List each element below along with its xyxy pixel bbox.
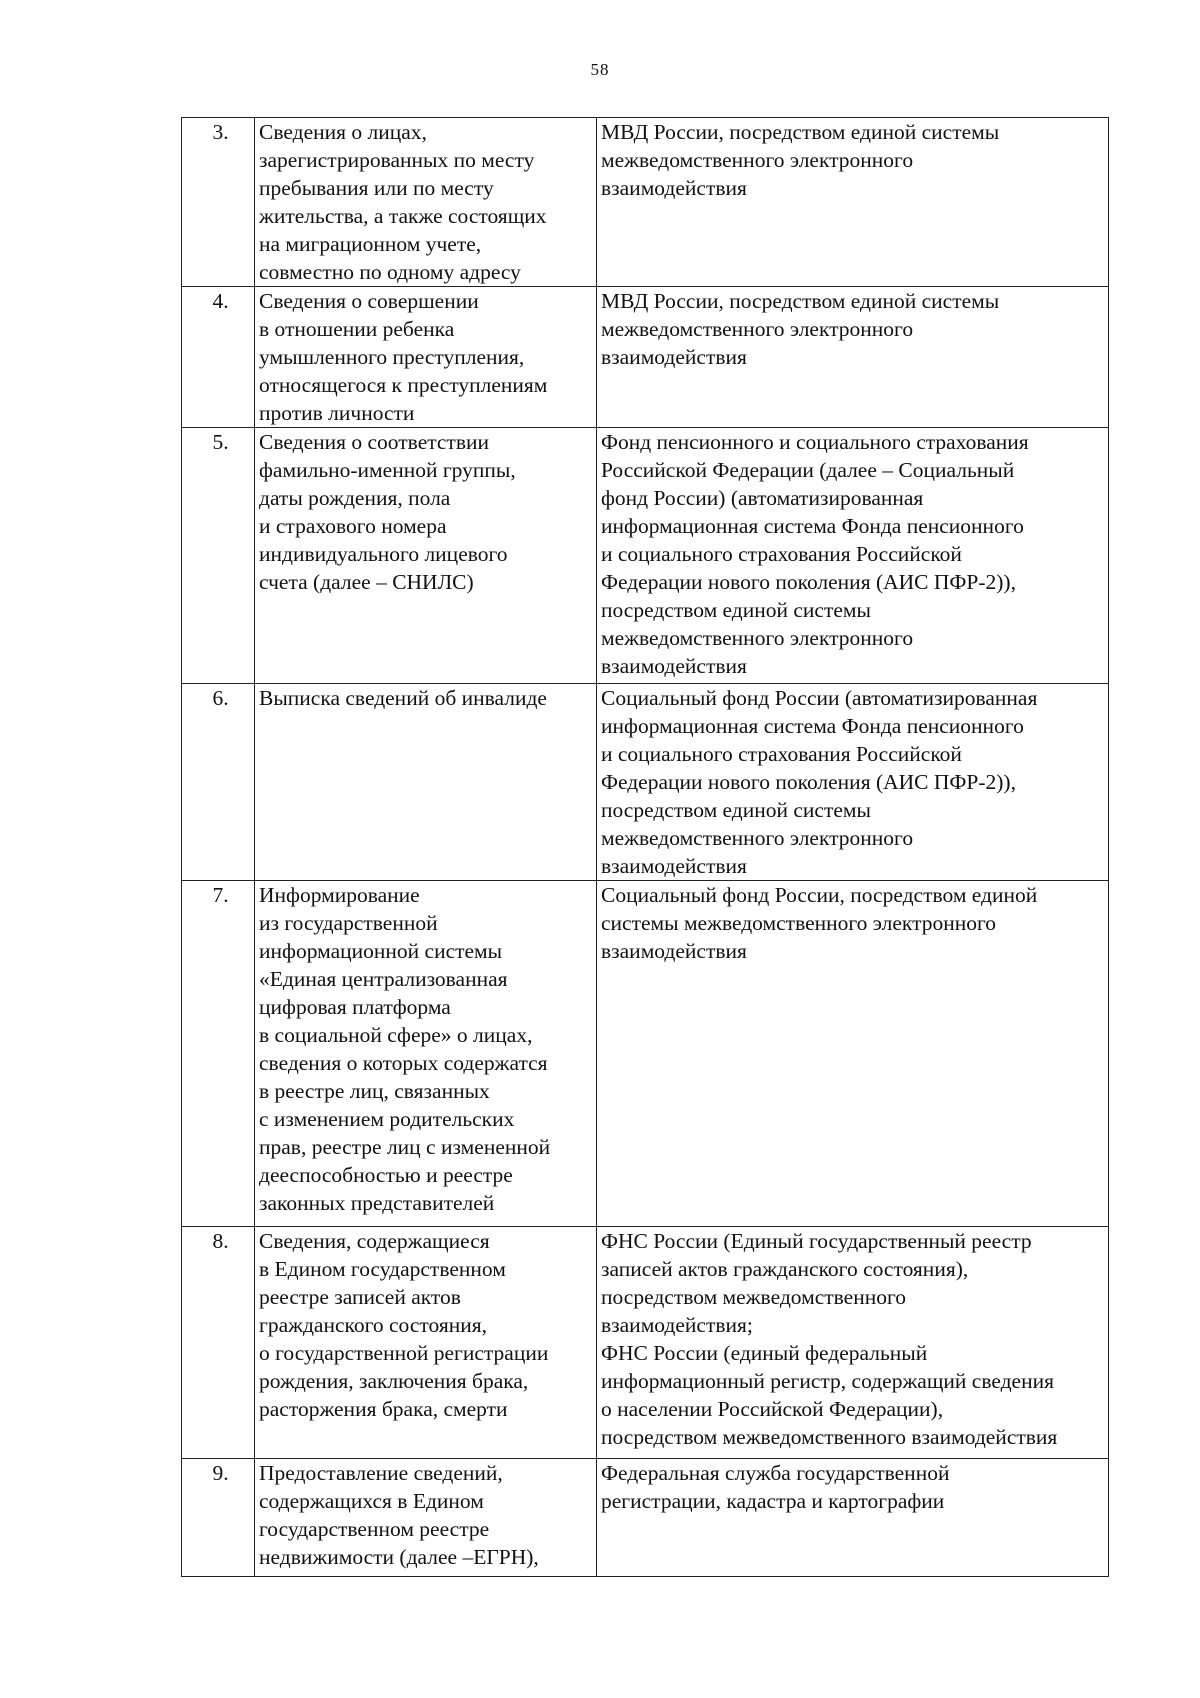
source-cell: Социальный фонд России (автоматизированная информационная система Фонда пенсионного и социального страхования Российской Федерации нового поколения (АИС ПФР-2)), посредством единой системы межведомственного электронного взаимодействия [597, 684, 1109, 881]
source-cell: Федеральная служба государственной регистрации, кадастра и картографии [597, 1459, 1109, 1577]
source-cell: МВД России, посредством единой системы межведомственного электронного взаимодействия [597, 287, 1109, 428]
row-number: 6. [182, 684, 255, 881]
table-row [182, 1459, 1109, 1577]
table-row [182, 881, 1109, 1227]
info-cell: Сведения о лицах, зарегистрированных по месту пребывания или по месту жительства, а также состоящих на миграционном учете, совместно по одному адресу [255, 118, 597, 287]
table-row [182, 118, 1109, 287]
info-cell: Сведения о совершении в отношении ребенка умышленного преступления, относящегося к преступлениям против личности [255, 287, 597, 428]
row-number: 8. [182, 1227, 255, 1459]
info-cell: Выписка сведений об инвалиде [255, 684, 597, 881]
info-cell: Предоставление сведений, содержащихся в Едином государственном реестре недвижимости (далее –ЕГРН), [255, 1459, 597, 1577]
table-row [182, 684, 1109, 881]
table-row [182, 1227, 1109, 1459]
row-number: 5. [182, 428, 255, 684]
info-cell: Сведения, содержащиеся в Едином государственном реестре записей актов гражданского состояния, о государственной регистрации рождения, заключения брака, расторжения брака, смерти [255, 1227, 597, 1459]
row-number: 4. [182, 287, 255, 428]
source-cell: Фонд пенсионного и социального страхования Российской Федерации (далее – Социальный фонд России) (автоматизированная информационная система Фонда пенсионного и социального страхования Российской Федерации нового поколения (АИС ПФР-2)), посредством единой системы межведомственного электронного взаимодействия [597, 428, 1109, 684]
row-number: 7. [182, 881, 255, 1227]
info-cell: Сведения о соответствии фамильно-именной группы, даты рождения, пола и страхового номера индивидуального лицевого счета (далее – СНИЛС) [255, 428, 597, 684]
source-cell: Социальный фонд России, посредством единой системы межведомственного электронного взаимодействия [597, 881, 1109, 1227]
source-cell: МВД России, посредством единой системы межведомственного электронного взаимодействия [597, 118, 1109, 287]
source-cell: ФНС России (Единый государственный реестр записей актов гражданского состояния), посредством межведомственного взаимодействия; ФНС России (единый федеральный информационный регистр, содержащий сведения о населении Российской Федерации), посредством межведомственного взаимодействия [597, 1227, 1109, 1459]
table-row [182, 428, 1109, 684]
row-number: 9. [182, 1459, 255, 1577]
table-row [182, 287, 1109, 428]
data-sources-table [181, 117, 1109, 1577]
row-number: 3. [182, 118, 255, 287]
page-number: 58 [590, 60, 610, 79]
info-cell: Информирование из государственной информационной системы «Единая централизованная цифровая платформа в социальной сфере» о лицах, сведения о которых содержатся в реестре лиц, связанных с изменением родительских прав, реестре лиц с измененной дееспособностью и реестре законных представителей [255, 881, 597, 1227]
